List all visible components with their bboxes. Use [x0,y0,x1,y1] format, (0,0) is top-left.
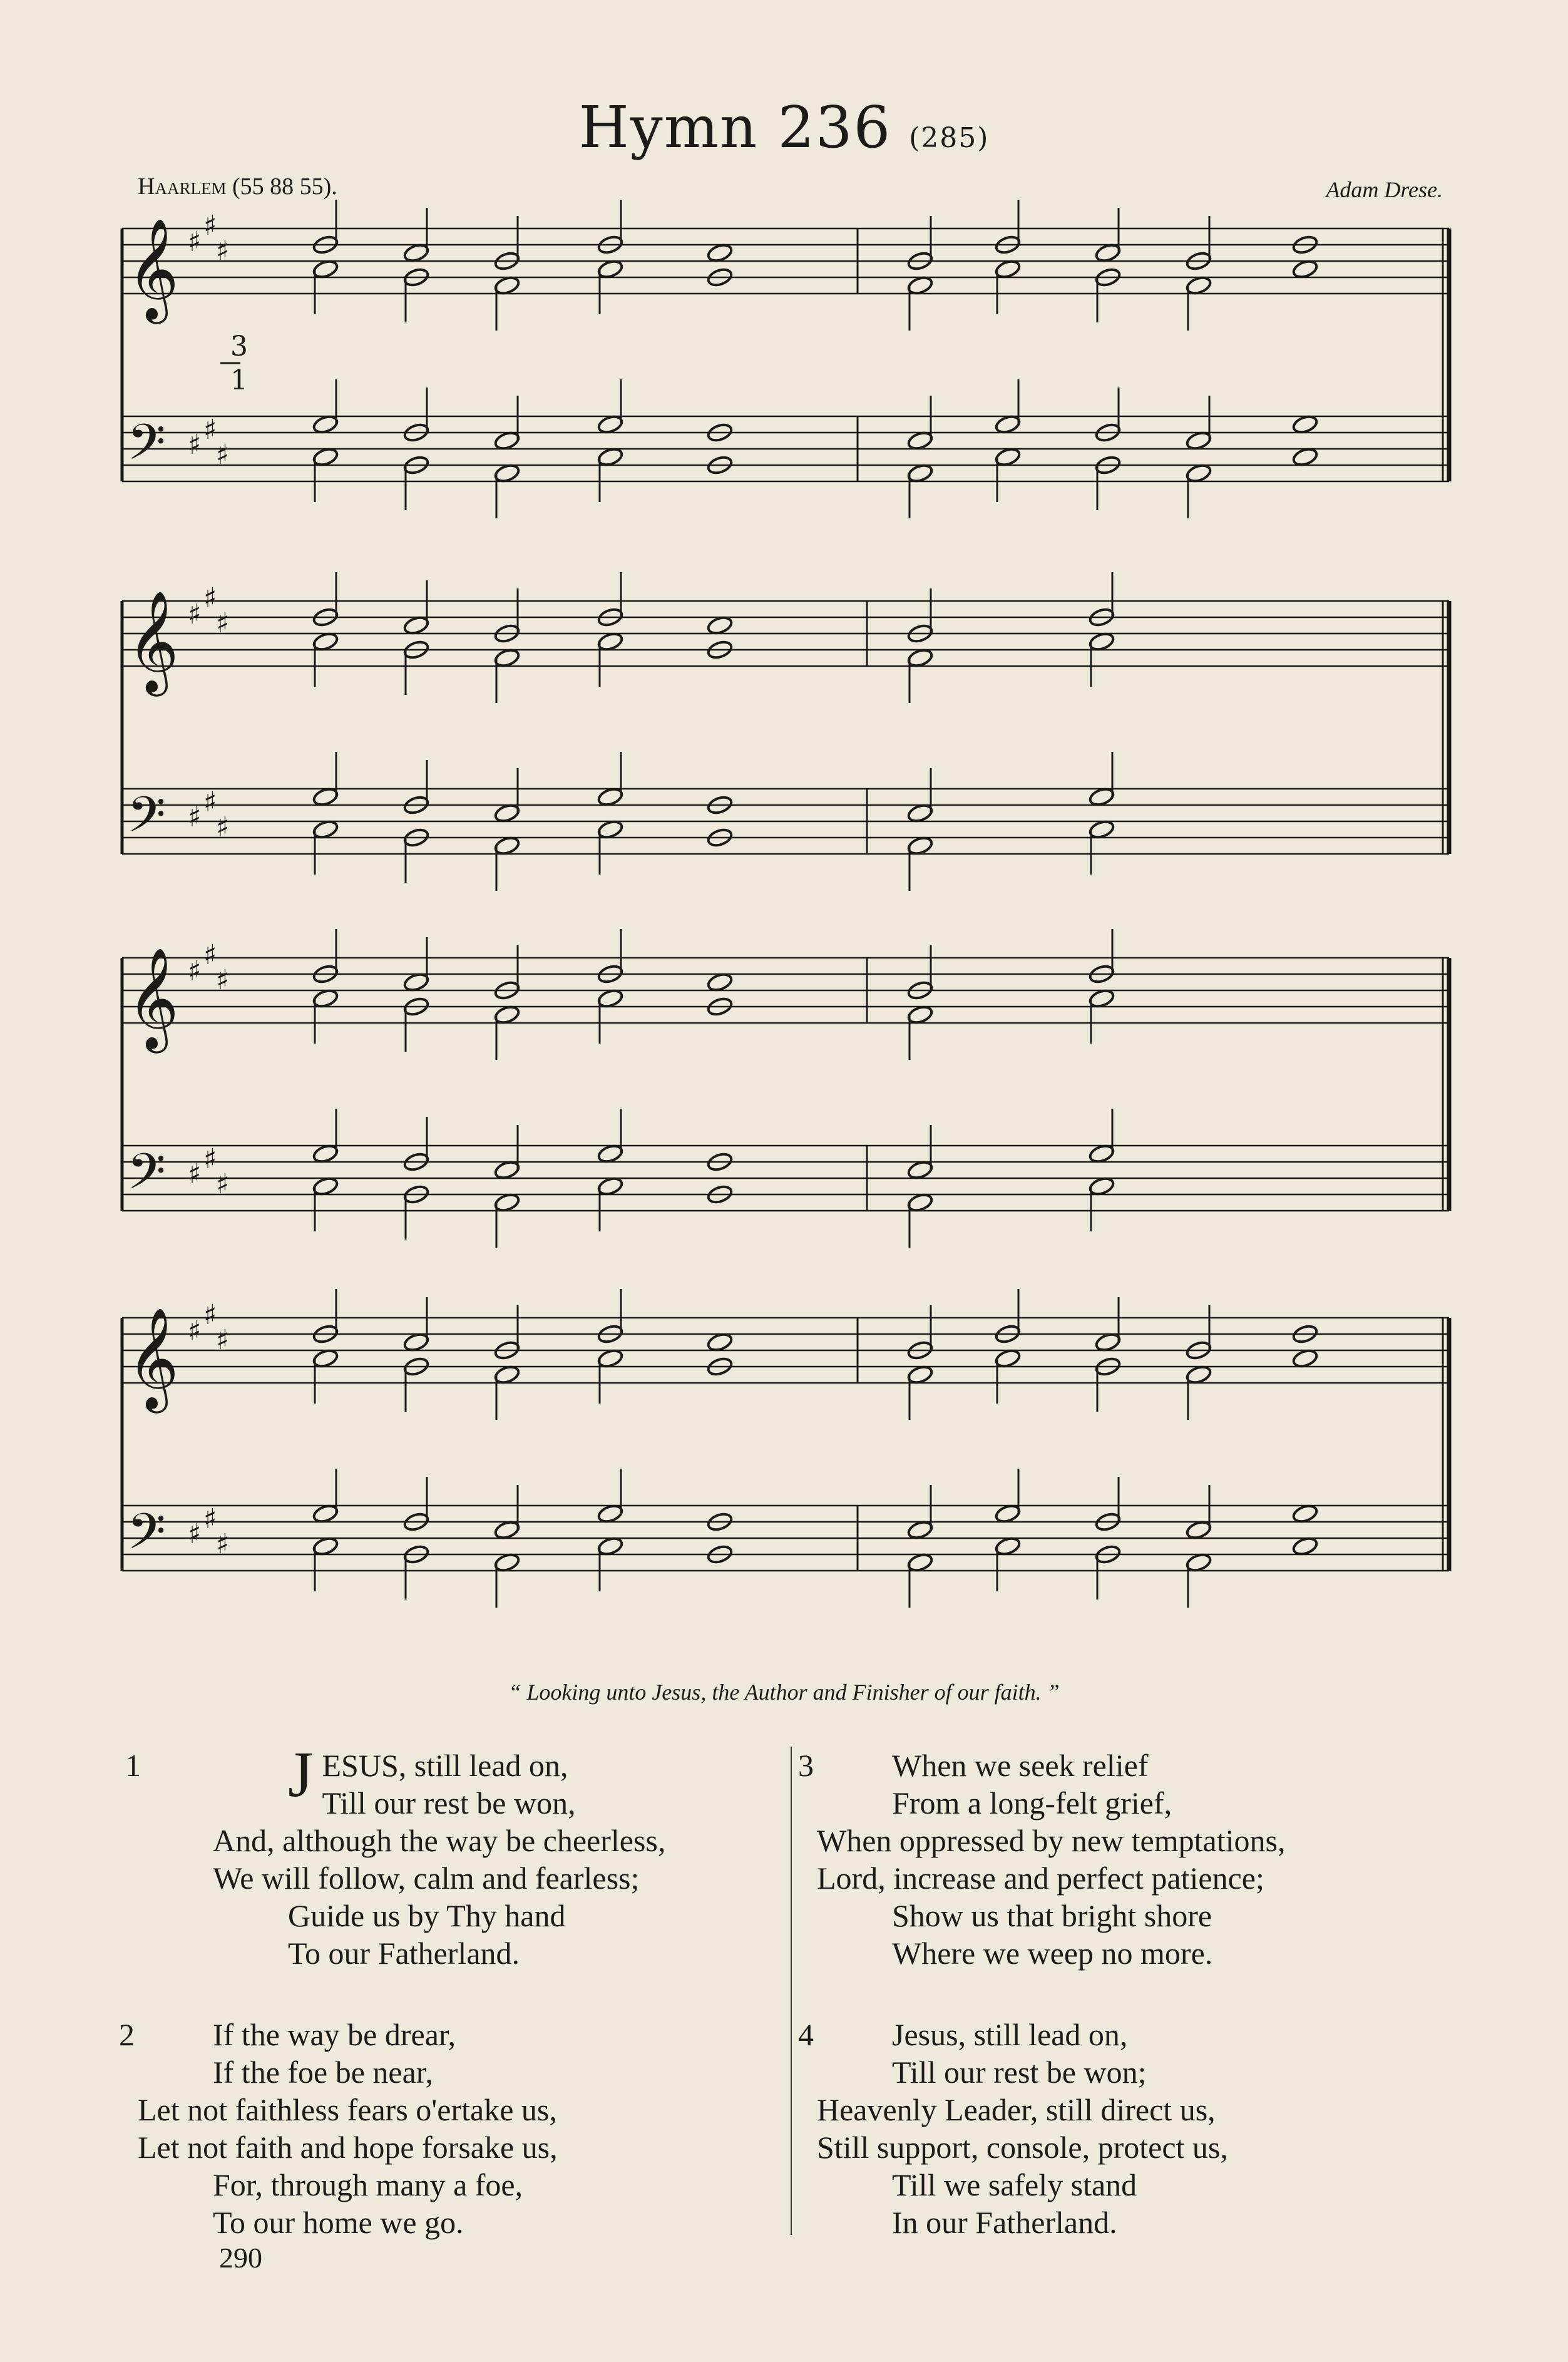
verse-line: Let not faith and hope forsake us, [138,2130,558,2165]
drop-cap: J [288,1738,314,1810]
sharp-icon: ♯ [188,955,202,987]
sharp-icon: ♯ [188,598,202,630]
verse-number: 3 [798,1748,814,1783]
verse-1 [125,1738,666,1972]
treble-clef-icon: 𝄞 [127,1307,179,1409]
verse-line: JESUS, still lead on, [288,1738,568,1810]
treble-clef-icon: 𝄞 [127,947,179,1049]
verse-line: And, although the way be cheerless, [213,1823,666,1858]
sharp-icon: ♯ [188,1158,202,1190]
verse-line: Show us that bright shore [892,1898,1212,1933]
sharp-icon: ♯ [216,235,230,267]
sharp-icon: ♯ [203,1299,217,1331]
verse-line: If the foe be near, [213,2055,433,2090]
column-divider [791,1747,792,2235]
sharp-icon: ♯ [203,582,217,614]
verse-line: Till our rest be won; [892,2055,1147,2090]
verse-line: Let not faithless fears o'ertake us, [138,2092,557,2127]
sharp-icon: ♯ [188,226,202,258]
verse-2 [119,2016,558,2241]
verse-line: When oppressed by new temptations, [817,1823,1286,1858]
verse-line: If the way be drear, [213,2017,456,2052]
hymn-title-text: Hymn 236 [578,94,892,161]
treble-clef-icon: 𝄞 [127,590,179,692]
bass-clef-icon: 𝄢 [127,413,166,483]
verse-line: To our Fatherland. [288,1936,520,1971]
sharp-icon: ♯ [216,1324,230,1356]
sharp-icon: ♯ [203,939,217,971]
verse-4 [798,2016,1228,2241]
verse-line: Heavenly Leader, still direct us, [817,2092,1216,2127]
verse-line: Lord, increase and perfect patience; [817,1861,1264,1896]
time-signature-bottom: 1 [230,364,248,396]
sharp-icon: ♯ [216,811,230,843]
verse-line: Still support, console, protect us, [817,2130,1228,2165]
sharp-icon: ♯ [203,414,217,446]
sharp-icon: ♯ [216,964,230,996]
sharp-icon: ♯ [203,786,217,818]
verse-line: From a long-felt grief, [892,1785,1172,1820]
page-number: 290 [219,2242,262,2274]
tune-name: Haarlem (55 88 55). [138,173,337,200]
treble-clef-icon: 𝄞 [127,218,179,320]
sharp-icon: ♯ [216,1168,230,1200]
verse-line: Where we weep no more. [892,1936,1213,1971]
sharp-icon: ♯ [188,801,202,833]
verse-number: 2 [119,2017,135,2052]
hymn-alt-number: (285) [909,122,990,154]
verse-3 [798,1747,1286,1972]
sharp-icon: ♯ [203,210,217,242]
bass-clef-icon: 𝄢 [127,1502,166,1573]
sharp-icon: ♯ [203,1503,217,1535]
verse-number: 4 [798,2017,814,2052]
sharp-icon: ♯ [188,1315,202,1347]
verse-line: Guide us by Thy hand [288,1898,566,1933]
time-signature-top: 3 [230,331,248,362]
sharp-icon: ♯ [216,607,230,639]
sharp-icon: ♯ [188,429,202,461]
verse-line: Till our rest be won, [322,1785,576,1820]
verse-line: When we seek relief [892,1748,1149,1783]
sharp-icon: ♯ [203,1143,217,1175]
verse-line: Till we safely stand [892,2167,1137,2202]
sharp-icon: ♯ [188,1518,202,1550]
verse-line: Jesus, still lead on, [892,2017,1128,2052]
sharp-icon: ♯ [216,439,230,471]
verse-line: To our home we go. [213,2205,464,2240]
verse-line: In our Fatherland. [892,2205,1117,2240]
scripture-quote: “ Looking unto Jesus, the Author and Finisher of our faith. ” [508,1680,1060,1705]
bass-clef-icon: 𝄢 [127,1142,166,1213]
sharp-icon: ♯ [216,1528,230,1560]
verse-line: We will follow, calm and fearless; [213,1861,640,1896]
composer-name: Adam Drese. [1326,177,1443,202]
verse-line: For, through many a foe, [213,2167,523,2202]
bass-clef-icon: 𝄢 [127,786,166,856]
verse-number: 1 [125,1748,141,1783]
